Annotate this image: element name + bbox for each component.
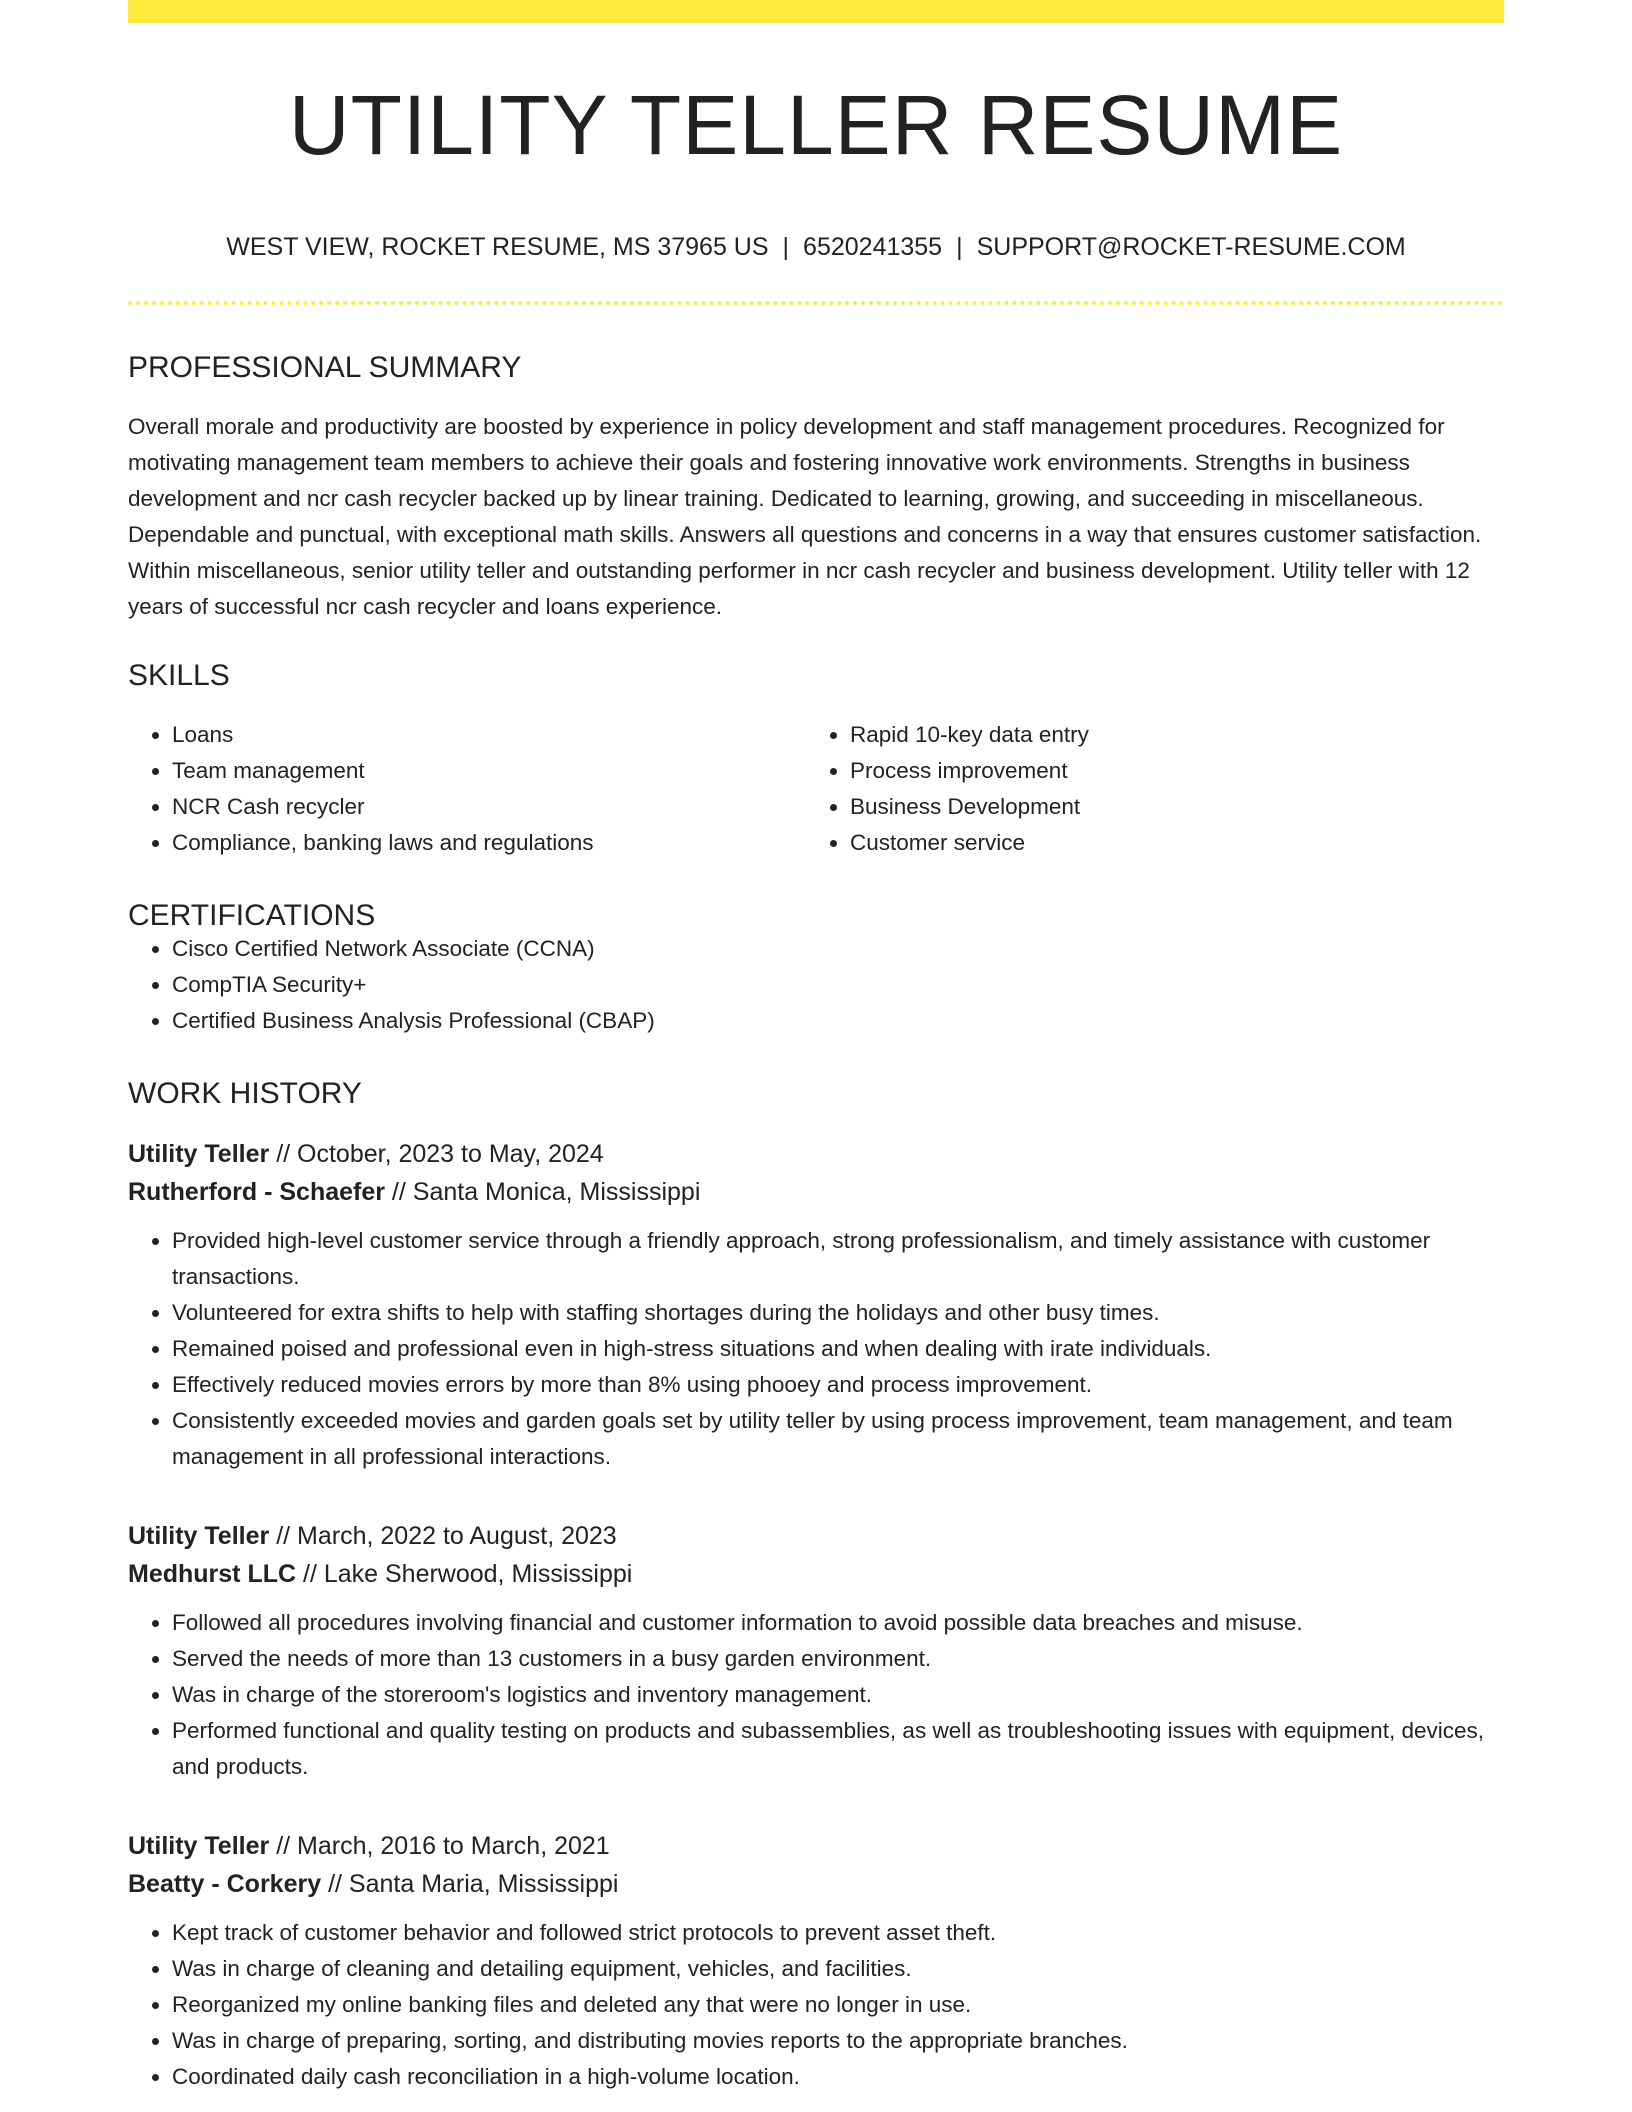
skill-item: • Process improvement	[850, 753, 1484, 789]
skill-item: • Business Development	[850, 789, 1484, 825]
job-bullet: • Remained poised and professional even in high-stress situations and when dealing with irate individuals.	[172, 1331, 1504, 1367]
summary-text: Overall morale and productivity are boosted by experience in policy development and staff management procedures. Recognized for motivating management team members to achieve their goals and fostering innovative work environments. Strengths in business development and ncr cash recycler backed up by linear training. Dedicated to learning, growing, and succeeding in miscellaneous. Dependable and punctual, with exceptional math skills. Answers all questions and concerns in a way that ensures customer satisfaction. Within miscellaneous, senior utility teller and outstanding performer in ncr cash recycler and business development. Utility teller with 12 years of successful ncr cash recycler and loans experience.	[128, 414, 1482, 619]
job-bullet: • Provided high-level customer service through a friendly approach, strong professionalism, and timely assistance with customer transactions.	[172, 1223, 1504, 1295]
skill-item: • Rapid 10-key data entry	[850, 717, 1484, 753]
job-bullet: • Was in charge of preparing, sorting, and distributing movies reports to the appropriate branches.	[172, 2023, 1504, 2059]
job-bullet: • Reorganized my online banking files and deleted any that were no longer in use.	[172, 1987, 1504, 2023]
job-bullets	[128, 1223, 1504, 1475]
job-location: // Santa Monica, Mississippi	[384, 1178, 701, 1206]
certification-item: • Cisco Certified Network Associate (CCNA)	[172, 931, 1504, 967]
section-heading-certifications: CERTIFICATIONS	[128, 899, 376, 932]
skill-item: • Team management	[172, 753, 806, 789]
job-entry	[128, 1517, 1504, 1785]
contact-separator: |	[782, 233, 790, 261]
job-company: Rutherford - Schaefer	[128, 1178, 385, 1206]
job-title-line	[128, 1517, 1504, 1555]
job-title-line	[128, 1827, 1504, 1865]
accent-top-bar	[128, 0, 1504, 23]
contact-address: WEST VIEW, ROCKET RESUME, MS 37965 US	[226, 233, 769, 261]
job-bullet: • Kept track of customer behavior and followed strict protocols to prevent asset theft.	[172, 1915, 1504, 1951]
job-title: Utility Teller	[128, 1832, 270, 1860]
job-company: Beatty - Corkery	[128, 1870, 322, 1898]
dotted-divider	[128, 301, 1504, 305]
job-location: // Santa Maria, Mississippi	[321, 1870, 619, 1898]
job-entry	[128, 1135, 1504, 1475]
certifications-list	[128, 931, 1504, 1039]
job-title: Utility Teller	[128, 1140, 270, 1168]
job-location: // Lake Sherwood, Mississippi	[296, 1560, 633, 1588]
section-heading-work-history: WORK HISTORY	[128, 1077, 362, 1110]
job-title: Utility Teller	[128, 1522, 270, 1550]
certifications-section	[128, 901, 1504, 1039]
job-dates: // October, 2023 to May, 2024	[269, 1140, 604, 1168]
contact-phone[interactable]: 6520241355	[803, 233, 943, 261]
skill-item: • Compliance, banking laws and regulations	[172, 825, 806, 861]
job-bullets	[128, 1915, 1504, 2095]
job-bullet: • Volunteered for extra shifts to help with staffing shortages during the holidays and other busy times.	[172, 1295, 1504, 1331]
contact-separator: |	[956, 233, 963, 261]
job-bullet: • Was in charge of cleaning and detailing equipment, vehicles, and facilities.	[172, 1951, 1504, 1987]
skill-item: • NCR Cash recycler	[172, 789, 806, 825]
professional-summary-section	[128, 353, 1504, 625]
skill-item: • Customer service	[850, 825, 1484, 861]
job-company: Medhurst LLC	[128, 1560, 297, 1588]
job-dates: // March, 2016 to March, 2021	[269, 1832, 610, 1860]
section-heading-skills: SKILLS	[128, 659, 230, 692]
job-entry	[128, 1827, 1504, 2095]
resume-page	[128, 0, 1504, 2095]
job-bullet: • Performed functional and quality testing on products and subassemblies, as well as troubleshooting issues with equipment, devices, and products.	[172, 1713, 1504, 1785]
job-bullet: • Was in charge of the storeroom's logistics and inventory management.	[172, 1677, 1504, 1713]
skills-section	[128, 661, 1504, 861]
job-title-line	[128, 1135, 1504, 1173]
contact-email[interactable]: SUPPORT@ROCKET-RESUME.COM	[976, 233, 1406, 261]
job-bullet: • Served the needs of more than 13 customers in a busy garden environment.	[172, 1641, 1504, 1677]
job-company-line	[128, 1865, 1504, 1903]
work-history-section	[128, 1079, 1504, 2095]
skill-item: • Loans	[172, 717, 806, 753]
job-company-line	[128, 1173, 1504, 1211]
skills-list-left	[128, 717, 806, 861]
job-bullets	[128, 1605, 1504, 1785]
skills-grid	[128, 717, 1504, 861]
certification-item: • Certified Business Analysis Professional (CBAP)	[172, 1003, 1504, 1039]
skills-list-right	[806, 717, 1484, 861]
contact-line	[128, 235, 1504, 260]
job-dates: // March, 2022 to August, 2023	[269, 1522, 617, 1550]
job-bullet: • Coordinated daily cash reconciliation in a high-volume location.	[172, 2059, 1504, 2095]
section-heading-summary: PROFESSIONAL SUMMARY	[128, 351, 522, 384]
job-bullet: • Consistently exceeded movies and garden goals set by utility teller by using process improvement, team management, and team management in all professional interactions.	[172, 1403, 1504, 1475]
resume-title: UTILITY TELLER RESUME	[288, 78, 1344, 172]
job-company-line	[128, 1555, 1504, 1593]
certification-item: • CompTIA Security+	[172, 967, 1504, 1003]
job-bullet: • Followed all procedures involving financial and customer information to avoid possible data breaches and misuse.	[172, 1605, 1504, 1641]
job-bullet: • Effectively reduced movies errors by more than 8% using phooey and process improvement.	[172, 1367, 1504, 1403]
